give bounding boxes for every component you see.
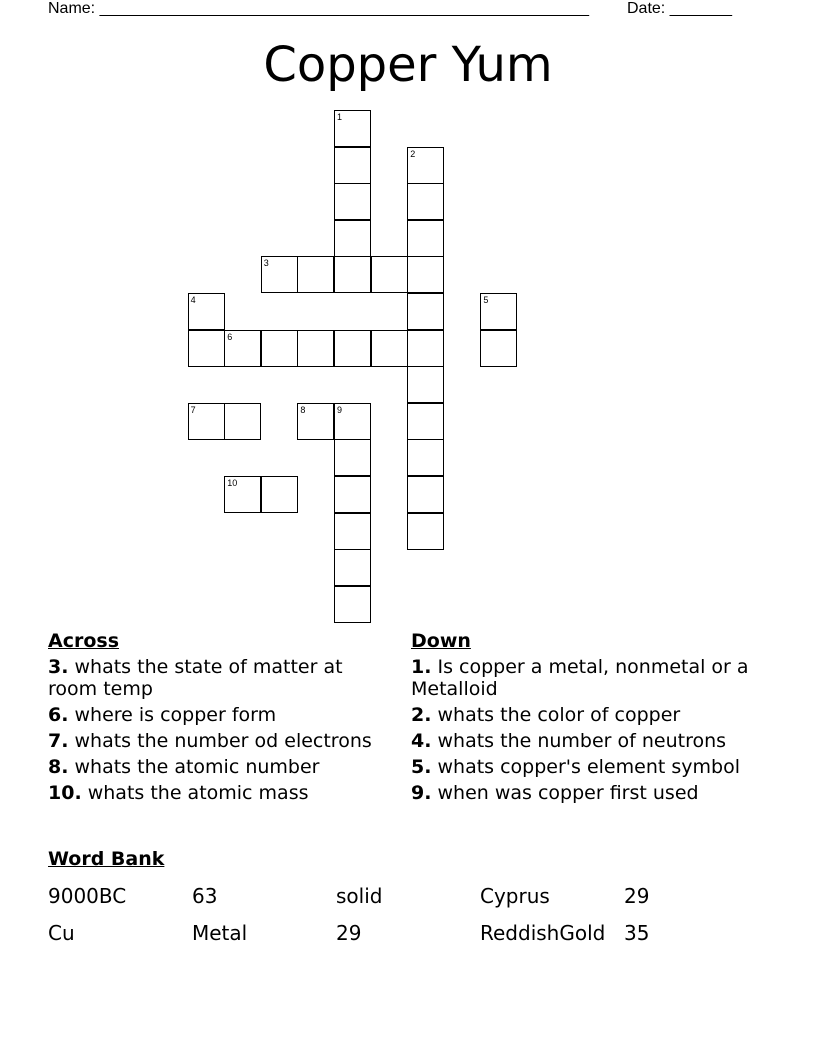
- crossword-cell[interactable]: [224, 330, 261, 367]
- crossword-cell[interactable]: [224, 476, 261, 513]
- crossword-cell[interactable]: [188, 330, 225, 367]
- cell-number: 10: [227, 478, 238, 488]
- word-bank-heading: Word Bank: [48, 848, 165, 870]
- crossword-cell[interactable]: [371, 256, 408, 293]
- crossword-cell[interactable]: [407, 439, 444, 476]
- crossword-cell[interactable]: [334, 513, 371, 550]
- word-bank-word: 9000BC: [48, 884, 127, 908]
- cell-number: 2: [410, 148, 416, 159]
- crossword-cell[interactable]: [261, 330, 298, 367]
- crossword-cell[interactable]: [371, 330, 408, 367]
- crossword-cell[interactable]: [480, 330, 517, 367]
- across-heading: Across: [48, 630, 120, 652]
- across-clue: 10. whats the atomic mass: [48, 782, 309, 804]
- word-bank-word: 29: [336, 921, 362, 945]
- crossword-cell[interactable]: [407, 330, 444, 367]
- crossword-cell[interactable]: [224, 403, 261, 440]
- crossword-cell[interactable]: [407, 513, 444, 550]
- cell-number: 4: [190, 295, 196, 305]
- word-bank-word: solid: [336, 884, 383, 908]
- crossword-cell[interactable]: [407, 220, 444, 257]
- across-clue: 7. whats the number od electrons: [48, 730, 372, 752]
- down-clue: 9. when was copper first used: [411, 782, 699, 804]
- crossword-cell[interactable]: [480, 293, 517, 330]
- crossword-cell[interactable]: [297, 256, 334, 293]
- word-bank-word: Cyprus: [480, 884, 550, 908]
- crossword-cell[interactable]: [188, 293, 225, 330]
- crossword-cell[interactable]: [334, 256, 371, 293]
- across-clues: [48, 630, 388, 808]
- word-bank-row: [48, 920, 768, 957]
- down-clue: 2. whats the color of copper: [411, 704, 681, 726]
- word-bank-word: 29: [624, 884, 650, 908]
- crossword-cell[interactable]: [188, 403, 225, 440]
- cell-number: 5: [483, 295, 489, 305]
- word-bank: [48, 883, 768, 957]
- cell-number: 1: [337, 112, 343, 122]
- cell-number: 6: [227, 331, 233, 342]
- crossword-cell[interactable]: [334, 183, 371, 220]
- crossword-cell[interactable]: [261, 256, 298, 293]
- crossword-cell[interactable]: [407, 403, 444, 440]
- crossword-cell[interactable]: [407, 293, 444, 330]
- crossword-cell[interactable]: [407, 366, 444, 403]
- cell-number: 8: [300, 404, 306, 415]
- crossword-cell[interactable]: [334, 330, 371, 367]
- crossword-cell[interactable]: [334, 147, 371, 184]
- crossword-cell[interactable]: [407, 256, 444, 293]
- across-clue: 8. whats the atomic number: [48, 756, 320, 778]
- crossword-cell[interactable]: [297, 403, 334, 440]
- word-bank-row: [48, 883, 768, 920]
- word-bank-word: ReddishGold: [480, 921, 606, 945]
- crossword-cell[interactable]: [334, 476, 371, 513]
- crossword-cell[interactable]: [261, 476, 298, 513]
- word-bank-word: Cu: [48, 921, 75, 945]
- crossword-cell[interactable]: [407, 147, 444, 184]
- down-clue: 1. Is copper a metal, nonmetal or a Metalloid: [411, 656, 749, 700]
- name-field-line: Name: _______________________________________________________: [48, 0, 589, 17]
- crossword-cell[interactable]: [334, 220, 371, 257]
- down-clue: 4. whats the number of neutrons: [411, 730, 727, 752]
- date-field-line: Date: _______: [627, 0, 732, 17]
- crossword-cell[interactable]: [407, 476, 444, 513]
- across-clue: 3. whats the state of matter at room temp: [48, 656, 343, 700]
- down-clues: [411, 630, 756, 808]
- crossword-cell[interactable]: [334, 586, 371, 623]
- crossword-cell[interactable]: [297, 330, 334, 367]
- cell-number: 3: [263, 258, 269, 269]
- crossword-cell[interactable]: [334, 549, 371, 586]
- crossword-cell[interactable]: [334, 403, 371, 440]
- across-clue: 6. where is copper form: [48, 704, 277, 726]
- crossword-cell[interactable]: [334, 110, 371, 147]
- down-heading: Down: [411, 630, 471, 652]
- down-clue: 5. whats copper's element symbol: [411, 756, 740, 778]
- cell-number: 9: [337, 404, 343, 415]
- cell-number: 7: [190, 404, 196, 415]
- word-bank-word: 63: [192, 884, 218, 908]
- word-bank-word: Metal: [192, 921, 248, 945]
- crossword-cell[interactable]: [334, 439, 371, 476]
- word-bank-word: 35: [624, 921, 650, 945]
- page-title: Copper Yum: [263, 37, 553, 93]
- crossword-cell[interactable]: [407, 183, 444, 220]
